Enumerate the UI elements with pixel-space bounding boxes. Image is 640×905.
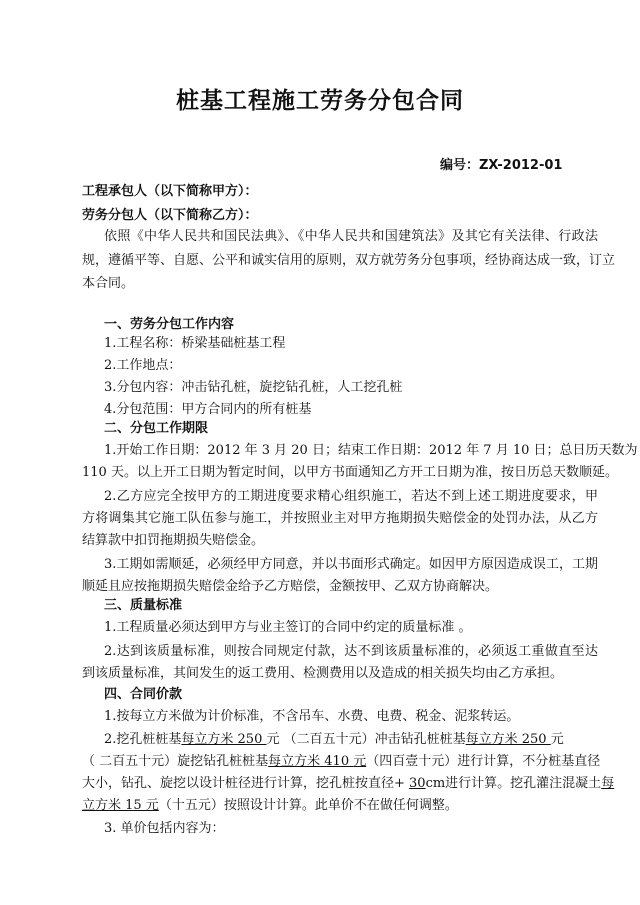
party-b-line: 劳务分包人（以下简称乙方）：: [82, 208, 258, 223]
s4-p2-line-4: [82, 797, 598, 815]
s3-p1: 1.工程质量必须达到甲方与业主签订的合同中约定的质量标准 。: [104, 620, 472, 635]
text-run: 2.挖孔桩桩基: [104, 732, 182, 747]
document-title: 桩基工程施工劳务分包合同: [176, 88, 464, 114]
s4-p2-line-3: [82, 775, 615, 793]
section-4-heading: 四、合同价款: [104, 687, 183, 702]
s3-p2-line-2: 到该质量标准，其间发生的返工费用、检测费用以及造成的相关损失均由乙方承担。: [82, 666, 564, 681]
text-run: 元: [353, 754, 367, 769]
contract-number: 编号：ZX-2012-01: [440, 158, 563, 173]
s1-item-3: 3.分包内容：冲击钻孔桩，旋挖钻孔桩，人工挖孔桩: [104, 380, 403, 395]
s4-p1: 1.按每立方米做为计价标准，不含吊车、水费、电费、税金、泥浆转运。: [104, 709, 520, 724]
text-run: 元: [550, 732, 564, 747]
s4-p2-line-2: [82, 753, 601, 771]
s2-p2-line-2: 方将调集其它施工队伍参与施工，并按照业主对甲方拖期损失赔偿金的处罚办法，从乙方: [82, 511, 598, 526]
unit-price-underlined: 每立方米 250: [181, 732, 267, 747]
text-run: （十五元）按照设计计算。此单价不在做任何调整。: [158, 798, 458, 813]
s2-p3-line-2: 顺延且应按拖期损失赔偿金给予乙方赔偿，金额按甲、乙双方协商解决。: [82, 579, 499, 594]
unit-price-underlined: 每: [601, 776, 615, 791]
s2-p3-line-1: 3.工期如需顺延，必须经甲方同意，并以书面形式确定。如因甲方原因造成误工，工期: [104, 557, 598, 572]
section-1-heading: 一、劳务分包工作内容: [104, 317, 235, 332]
s4-p3: 3. 单价包括内容为：: [104, 821, 225, 836]
unit-price-underlined: 立方米 15 元: [82, 798, 159, 813]
diameter-increment-underlined: 30: [409, 776, 426, 791]
s1-item-1: 1.工程名称：桥梁基础桩基工程: [104, 336, 286, 351]
preamble-line-1: 依照《中华人民共和国民法典》、《中华人民共和国建筑法》及其它有关法律、行政法: [104, 229, 598, 244]
section-2-heading: 二、分包工作期限: [104, 421, 209, 436]
unit-price-underlined: 每立方米 250: [465, 732, 551, 747]
s2-p1-line-1: 1.开始工作日期：2012 年 3 月 20 日；结束工作日期：2012 年 7 月 10 日；总日历天数为: [104, 443, 638, 458]
section-3-heading: 三、质量标准: [104, 598, 183, 613]
text-run: （四百壹十元）进行计算，不分桩基直径: [366, 754, 601, 769]
preamble-line-3: 本合同。: [82, 276, 135, 291]
s3-p2-line-1: 2.达到该质量标准，则按合同规定付款，达不到该质量标准的，必须返工重做直至达: [104, 644, 598, 659]
unit-price-underlined: 每立方米 410: [268, 754, 354, 769]
text-run: cm进行计算。挖孔灌注混凝土: [425, 776, 602, 791]
s1-item-2: 2.工作地点：: [104, 358, 182, 373]
text-run: （ 二百五十元）旋挖钻孔桩桩基: [82, 754, 269, 769]
s2-p2-line-1: 2.乙方应完全按甲方的工期进度要求精心组织施工，若达不到上述工期进度要求，甲: [104, 489, 598, 504]
s1-item-4: 4.分包范围：甲方合同内的所有桩基: [104, 402, 312, 417]
party-a-line: 工程承包人（以下简称甲方）：: [82, 184, 258, 199]
s2-p1-line-2: 110 天。以上开工日期为暂定时间，以甲方书面通知乙方开工日期为准，按日历总天数顺延。: [82, 465, 618, 480]
s2-p2-line-3: 结算款中扣罚拖期损失赔偿金。: [82, 533, 265, 548]
s4-p2-line-1: [104, 731, 620, 749]
text-run: 大小，钻孔、旋挖以设计桩径进行计算，挖孔桩按直径+: [82, 776, 410, 791]
text-run: 元 （二百五十元）冲击钻孔桩桩基: [266, 732, 466, 747]
preamble-line-2: 规，遵循平等、自愿、公平和诚实信用的原则，双方就劳务分包事项，经协商达成一致，订立: [82, 253, 616, 268]
